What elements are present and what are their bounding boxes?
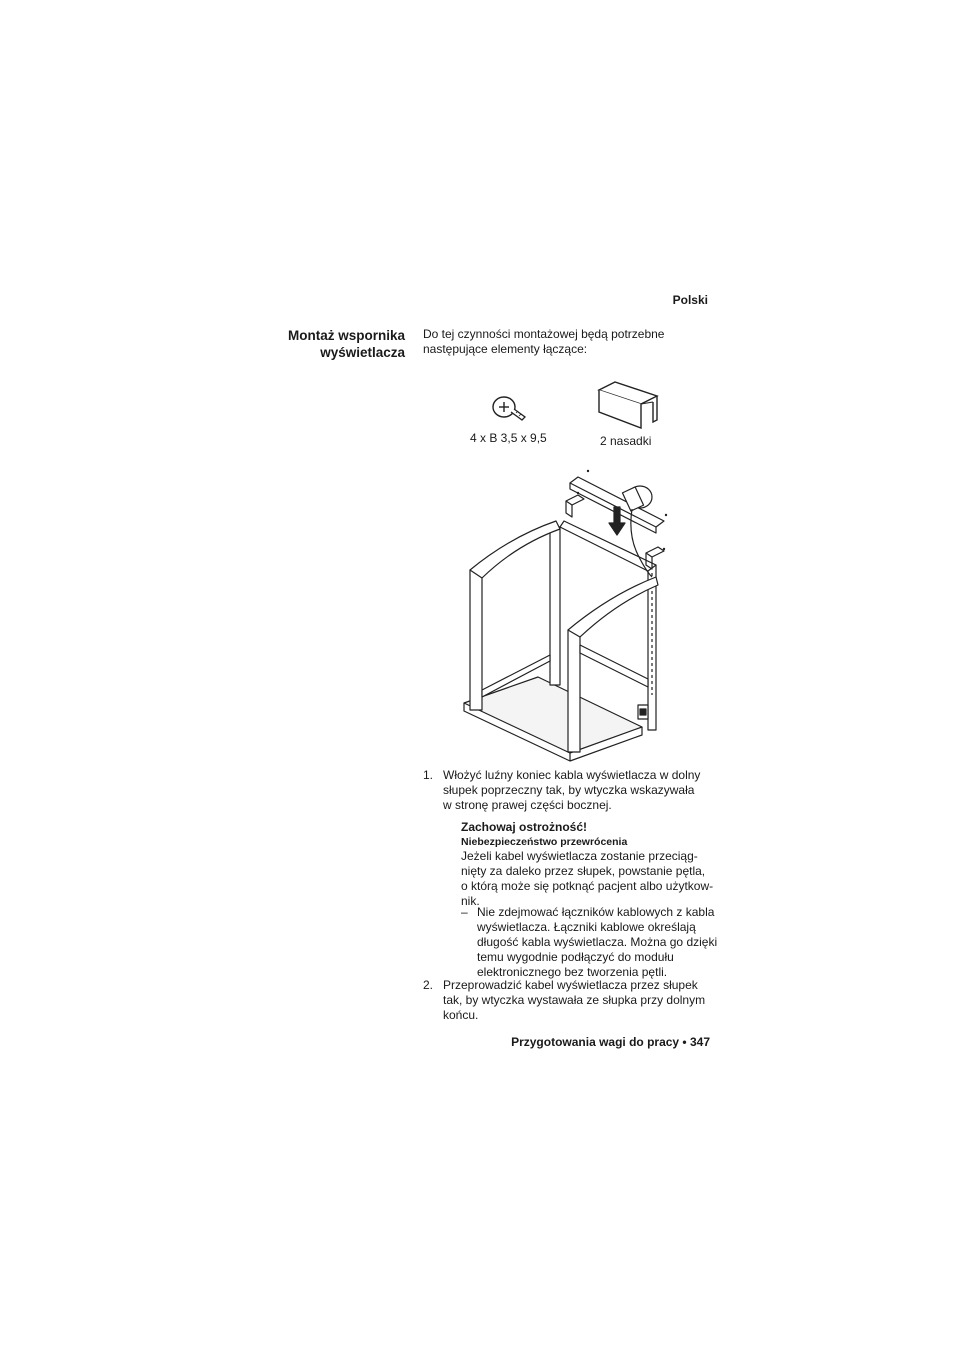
step-2-number: 2. [423,978,434,992]
intro-text [423,327,713,357]
step-2-line1: Przeprowadzić kabel wyświetlacza przez słupek [443,978,698,992]
warning-bullet-mark: – [461,905,468,919]
step-1-text [443,768,713,813]
warning-box [461,820,713,909]
screw-icon [490,393,530,427]
warning-bullet-line1: Nie zdejmować łączników kablowych z kabla [477,905,715,919]
warning-line1: Jeżeli kabel wyświetlacza zostanie przeciąg- [461,849,698,863]
warning-bullet-line2: wyświetlacza. Łączniki kablowe określają [477,920,696,934]
step-2-text [443,978,713,1023]
intro-line1: Do tej czynności montażowej będą potrzebne [423,327,665,341]
cap-icon [595,380,661,432]
warning-bullet-text [477,905,718,980]
section-title [250,327,405,361]
warning-bullet-line4: temu wygodnie podłączyć do modułu [477,950,674,964]
step-2-line2: tak, by wtyczka wystawała ze słupka przy dolnym [443,993,706,1007]
warning-line3: o którą może się potknąć pacjent albo użytkow- [461,879,714,893]
section-title-line1: Montaż wspornika [287,328,405,343]
warning-line4: nik. [461,894,480,908]
warning-bullet-line3: długość kabla wyświetlacza. Można go dzięki [477,935,718,949]
step-1-line3: w stronę prawej części bocznej. [443,798,612,812]
section-title-line2: wyświetlacza [320,345,405,360]
warning-bullet-line5: elektronicznego bez tworzenia pętli. [477,965,668,979]
warning-title: Zachowaj ostrożność! [461,820,588,834]
warning-line2: nięty za daleko przez słupek, powstanie pętla, [461,864,706,878]
caps-caption: 2 nasadki [600,434,652,448]
screw-caption: 4 x B 3,5 x 9,5 [470,431,547,445]
intro-line2: następujące elementy łączące: [423,342,588,356]
warning-subtitle: Niebezpieczeństwo przewrócenia [461,836,628,848]
step-1-line1: Włożyć luźny koniec kabla wyświetlacza w dolny [443,768,701,782]
step-1-line2: słupek poprzeczny tak, by wtyczka wskazywała [443,783,695,797]
step-2-line3: końcu. [443,1008,479,1022]
step-1-number: 1. [423,768,434,782]
page-footer: Przygotowania wagi do pracy • 347 [511,1035,710,1049]
page-language: Polski [672,293,708,307]
assembly-illustration [460,465,675,765]
